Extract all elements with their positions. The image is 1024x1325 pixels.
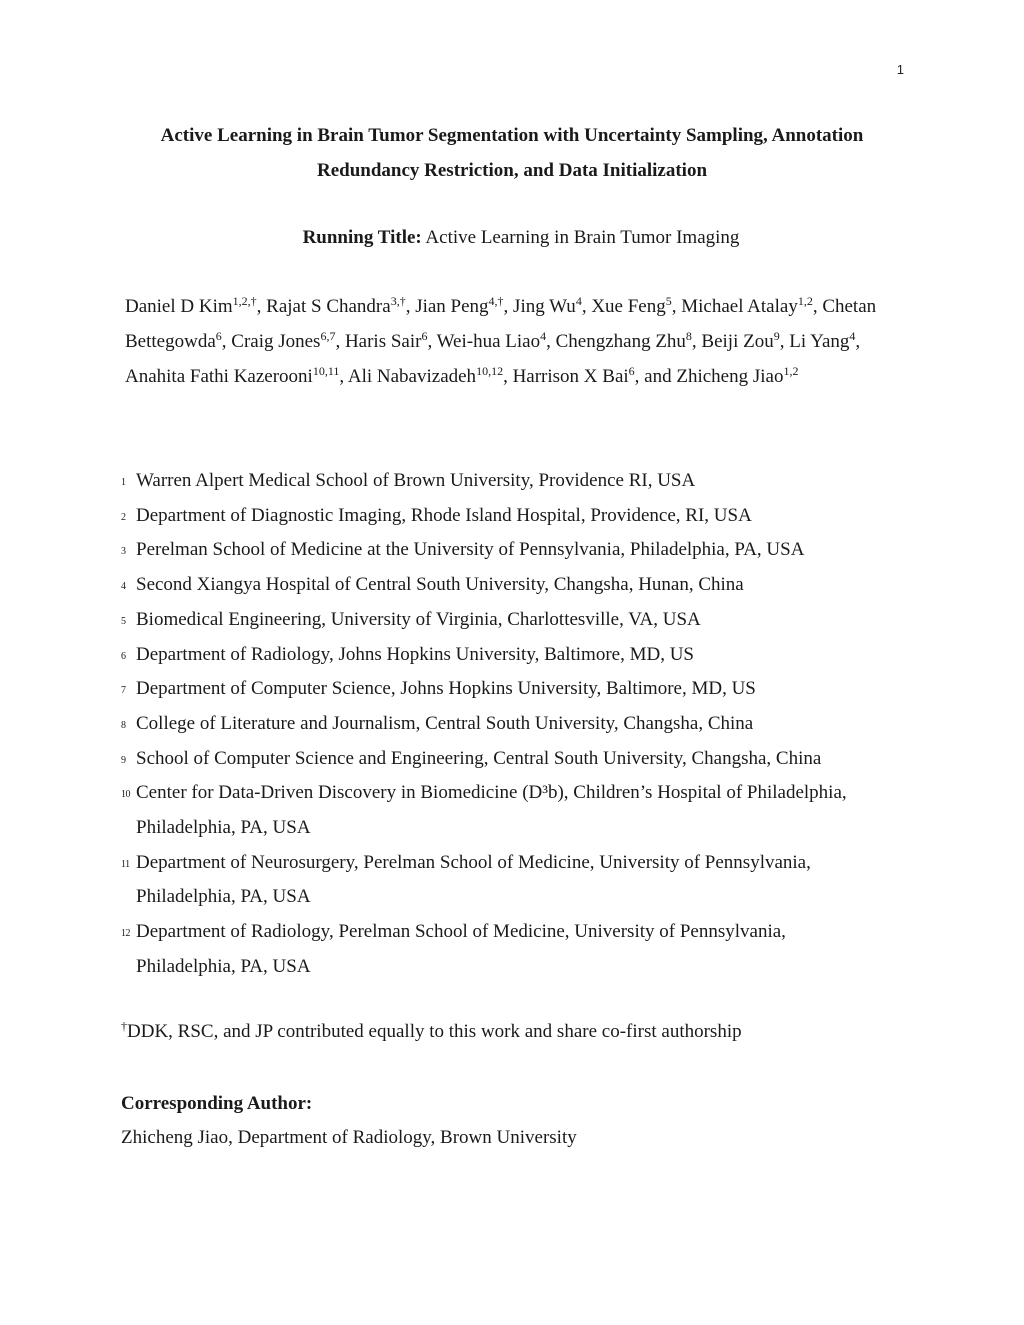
author-separator: ,	[691, 331, 702, 352]
affiliation-text: Department of Neurosurgery, Perelman School of Medicine, University of Pennsylvania,	[136, 851, 811, 873]
affiliation-text: Department of Radiology, Johns Hopkins University, Baltimore, MD, US	[136, 643, 694, 665]
affiliation-item	[121, 915, 921, 984]
affiliation-number: 8	[121, 719, 126, 731]
author-name: Craig Jones	[231, 331, 321, 352]
author-list	[125, 289, 915, 394]
author-name: Michael Atalay	[681, 296, 798, 317]
author-entry	[125, 366, 348, 387]
author-name: Rajat S Chandra	[266, 296, 391, 317]
affiliation-item	[121, 499, 921, 534]
author-name: Chetan Bettegowda	[125, 296, 877, 352]
author-entry	[789, 331, 860, 352]
author-separator: ,	[335, 331, 345, 352]
author-name: Anahita Fathi Kazerooni	[125, 366, 313, 387]
running-title-text: Active Learning in Brain Tumor Imaging	[421, 227, 740, 248]
author-name: Chengzhang Zhu	[555, 331, 686, 352]
author-separator: ,	[221, 331, 232, 352]
author-entry	[591, 296, 681, 317]
affiliation-text: Perelman School of Medicine at the University of Pennsylvania, Philadelphia, PA, USA	[136, 539, 805, 561]
author-affiliation-marks: 4	[540, 329, 547, 343]
author-affiliation-marks: 4	[849, 329, 856, 343]
author-affiliation-marks: 9	[773, 329, 780, 343]
author-entry	[231, 331, 345, 352]
running-title	[0, 224, 1024, 252]
author-name: Beiji Zou	[701, 331, 774, 352]
affiliation-number: 9	[121, 754, 126, 766]
affiliation-item	[121, 846, 921, 915]
author-entry	[681, 296, 822, 317]
author-entry	[437, 331, 556, 352]
author-entry	[348, 366, 513, 387]
affiliation-text: Department of Radiology, Perelman School of Medicine, University of Pennsylvania,	[136, 921, 786, 943]
author-separator: ,	[339, 366, 348, 387]
affiliation-number: 1	[121, 477, 126, 488]
author-name: Haris Sair	[344, 331, 422, 352]
author-name: Jian Peng	[415, 296, 489, 317]
author-name: Daniel D Kim	[125, 296, 233, 317]
running-title-label: Running Title:	[302, 227, 422, 248]
affiliation-list	[121, 464, 921, 985]
author-separator: ,	[812, 296, 823, 317]
corresponding-author-heading: Corresponding Author:	[121, 1093, 313, 1114]
dagger-mark: †	[121, 1019, 127, 1033]
equal-contribution-note	[121, 1017, 742, 1047]
author-entry	[556, 331, 702, 352]
affiliation-number: 5	[121, 615, 126, 627]
affiliation-item	[121, 742, 921, 777]
affiliation-text: Biomedical Engineering, University of Virginia, Charlottesville, VA, USA	[136, 608, 701, 630]
author-separator: , and	[634, 366, 677, 387]
affiliation-item	[121, 638, 921, 673]
author-separator: ,	[546, 331, 556, 352]
affiliation-item	[121, 568, 921, 603]
affiliation-text: Department of Diagnostic Imaging, Rhode Island Hospital, Providence, RI, USA	[136, 504, 752, 526]
affiliation-text-continued: Philadelphia, PA, USA	[136, 886, 311, 908]
affiliation-text: Second Xiangya Hospital of Central South University, Changsha, Hunan, China	[136, 574, 744, 596]
affiliation-item	[121, 672, 921, 707]
author-name: Harrison X Bai	[512, 366, 629, 387]
affiliation-number: 2	[121, 511, 126, 523]
affiliation-number: 12	[121, 928, 130, 940]
author-entry	[345, 331, 437, 352]
author-separator: ,	[503, 366, 513, 387]
author-affiliation-marks: 4	[575, 294, 582, 308]
affiliation-item	[121, 533, 921, 568]
author-separator: ,	[427, 331, 437, 352]
affiliation-item	[121, 603, 921, 638]
affiliation-number: 3	[121, 546, 126, 558]
author-entry	[701, 331, 789, 352]
author-affiliation-marks: 1,2	[797, 294, 813, 308]
affiliation-item	[121, 464, 921, 499]
affiliation-text: Center for Data-Driven Discovery in Biomedicine (D³b), Children’s Hospital of Philadelphia,	[136, 782, 847, 804]
corresponding-author-details: Zhicheng Jiao, Department of Radiology, Brown University	[121, 1127, 577, 1148]
author-affiliation-marks: 6,7	[320, 329, 336, 343]
affiliation-text: Department of Computer Science, Johns Hopkins University, Baltimore, MD, US	[136, 678, 756, 700]
author-name: Wei-hua Liao	[436, 331, 541, 352]
author-entry	[415, 296, 513, 317]
author-name: Jing Wu	[513, 296, 576, 317]
author-separator: ,	[503, 296, 514, 317]
author-entry	[513, 366, 677, 387]
affiliation-text-continued: Philadelphia, PA, USA	[136, 817, 311, 839]
author-separator: ,	[779, 331, 790, 352]
author-separator: ,	[405, 296, 416, 317]
author-affiliation-marks: 1,2	[783, 364, 799, 378]
author-affiliation-marks: 10,12	[476, 364, 504, 378]
author-separator: ,	[581, 296, 592, 317]
affiliation-text: College of Literature and Journalism, Central South University, Changsha, China	[136, 712, 754, 734]
author-name: Li Yang	[789, 331, 850, 352]
affiliation-number: 11	[121, 858, 130, 870]
affiliation-text: Warren Alpert Medical School of Brown University, Providence RI, USA	[136, 470, 696, 491]
author-affiliation-marks: 6	[628, 364, 635, 378]
author-affiliation-marks: 4,†	[488, 294, 504, 308]
author-affiliation-marks: 8	[685, 329, 692, 343]
author-name: Ali Nabavizadeh	[347, 366, 477, 387]
author-affiliation-marks: 6	[215, 329, 222, 343]
author-entry	[266, 296, 415, 317]
author-entry	[676, 366, 798, 387]
equal-contribution-text: DDK, RSC, and JP contributed equally to this work and share co-first authorship	[127, 1021, 742, 1042]
author-affiliation-marks: 10,11	[312, 364, 340, 378]
affiliation-number: 7	[121, 685, 126, 697]
author-affiliation-marks: 3,†	[390, 294, 406, 308]
paper-title-line-1: Active Learning in Brain Tumor Segmentation with Uncertainty Sampling, Annotation	[160, 125, 864, 146]
affiliation-text: School of Computer Science and Engineering, Central South University, Changsha, China	[136, 747, 822, 769]
author-affiliation-marks: 1,2,†	[232, 294, 257, 308]
affiliation-text-continued: Philadelphia, PA, USA	[136, 955, 311, 977]
author-separator: ,	[671, 296, 682, 317]
author-entry	[513, 296, 591, 317]
author-name: Xue Feng	[591, 296, 666, 317]
author-separator: ,	[256, 296, 267, 317]
author-entry	[125, 296, 266, 317]
author-affiliation-marks: 5	[665, 294, 672, 308]
affiliation-number: 10	[121, 789, 130, 801]
page-number: 1	[896, 62, 904, 77]
affiliation-number: 6	[121, 650, 126, 662]
affiliation-item	[121, 776, 921, 845]
paper-title	[110, 118, 914, 188]
author-name: Zhicheng Jiao	[676, 366, 784, 387]
paper-title-line-2: Redundancy Restriction, and Data Initialization	[316, 160, 708, 181]
affiliation-item	[121, 707, 921, 742]
affiliation-number: 4	[121, 581, 126, 593]
author-affiliation-marks: 6	[421, 329, 428, 343]
author-separator: ,	[855, 331, 861, 352]
